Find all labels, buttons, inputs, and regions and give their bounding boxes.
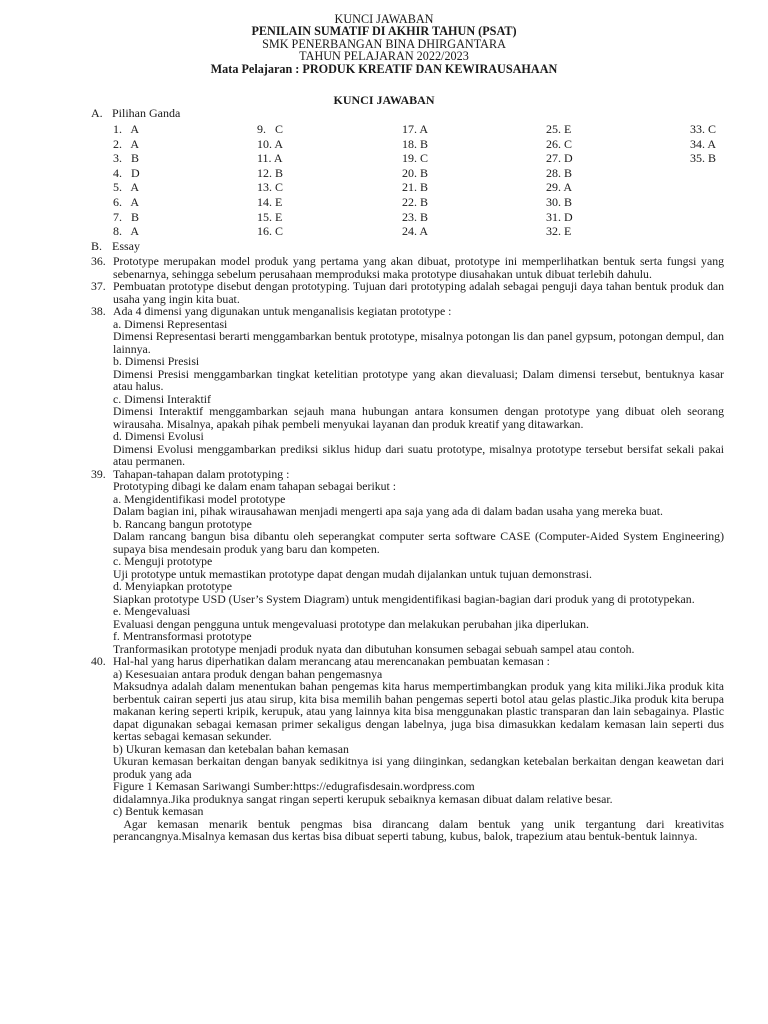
answer-row [0,210,768,225]
sub-text: Maksudnya adalah dalam menentukan bahan pengemas kita harus mempertimbangkan produk yang kita miliki.Jika produk kita berbentuk cairan seperti jus atau sirup, kita bisa memilih bahan pengemas seperti botol atau gelas plastic.Jika produk kita berupa makanan kering seperti kripik, kerupuk, atau yang lainnya kita bisa menggunakan plastic transparan dan lain sebagainya. Plastic dapat digunakan sebagai kemasan primer sekaligus dengan labelnya, juga bisa dimasukkan kedalam kemasan lain seperti dus kertas sebagai kemasan sekunder. [113,679,724,743]
essay-answers [91,254,727,843]
section-b-heading [91,239,140,254]
answer-item: 18. B [402,136,429,151]
answer-item: 29. A [546,180,573,195]
sub-text: Evaluasi dengan pengguna untuk mengevaluasi prototype dan melakukan perubahan jika diperlukan. [113,616,589,631]
answer-item: 10. A [257,136,284,151]
sub-text: Uji prototype untuk memastikan prototype dapat dengan mudah dijalankan untuk tujuan demonstrasi. [113,566,592,581]
header-school-name: SMK PENERBANGAN BINA DHIRGANTARA [262,36,506,51]
answer-item: 27. D [546,151,573,166]
answer-item: 30. B [546,195,573,209]
essay-text: Pembuatan prototype disebut dengan prototyping. Tujuan dari prototyping adalah sebagai penguji daya tahan bentuk produk dan usaha yang ingin kita buat. [113,279,724,306]
essay-number: 40. [91,654,106,668]
answer-item: 11. A [257,151,283,166]
sub-heading: a) Kesesuaian antara produk dengan bahan pengemasnya [113,666,383,681]
answer-item: 14. E [257,195,283,209]
figure-caption: Figure 1 Kemasan Sariwangi Sumber:https://edugrafisdesain.wordpress.com [113,779,475,793]
sub-text: Siapkan prototype USD (User’s System Diagram) untuk mengidentifikasi bagian-bagian dari produk yang di prototypekan. [113,591,695,606]
sub-heading: f. Mentransformasi prototype [113,629,252,643]
header-exam-name: PENILAIN SUMATIF DI AKHIR TAHUN (PSAT) [251,24,517,39]
sub-heading: c. Dimensi Interaktif [113,391,211,406]
sub-heading: a. Mengidentifikasi model prototype [113,491,286,506]
header-title: KUNCI JAWABAN [334,12,434,26]
section-a-heading [91,106,180,121]
answer-item: 33. C [690,122,717,136]
answer-row [0,122,768,137]
header-school-year: TAHUN PELAJARAN 2022/2023 [299,49,469,64]
section-a-title: Pilihan Ganda [112,106,181,120]
answer-item: 20. B [402,165,429,180]
answer-item: 25. E [546,122,572,136]
sub-heading: c. Menguji prototype [113,554,213,568]
answer-item: 35. B [690,151,717,166]
sub-text: Dimensi Presisi menggambarkan tingkat ketelitian prototype yang akan dievaluasi; Dalam dimensi tersebut, bentuknya kasar atau halus. [113,366,724,393]
answer-item: 9. C [257,122,284,136]
essay-intro: Ada 4 dimensi yang digunakan untuk menganalisis kegiatan prototype : [113,304,452,318]
answer-item: 5. A [113,180,140,195]
answer-item: 7. B [113,209,140,224]
answer-row [0,166,768,181]
answer-item: 21. B [402,180,429,195]
sub-heading: d. Dimensi Evolusi [113,429,204,443]
essay-number: 39. [91,466,106,481]
section-b-letter: B. [91,239,103,253]
sub-text: Agar kemasan menarik bentuk pengmas bisa dirancang dalam bentuk yang unik tergantung dari kreativitas perancangnya.Misalnya kemasan dus kertas bisa dibuat seperti tabung, kubus, balok, trapezium atau bentuk-bentuk lainnya. [113,816,727,843]
sub-text: Dimensi Interaktif menggambarkan sejauh mana hubungan antara konsumen dengan prototype yang dibuat oleh seorang wirausaha. Misalnya, apakah pihak pembeli menyukai layanan dan produk kreatif yang ditawarkan. [113,404,724,431]
essay-number: 36. [91,254,106,268]
sub-heading: d. Menyiapkan prototype [113,579,232,593]
essay-item-38 [91,305,724,468]
sub-heading: b. Dimensi Presisi [113,354,200,368]
answer-item: 8. A [113,224,140,239]
answer-key-title: KUNCI JAWABAN [333,93,435,107]
sub-heading: e. Mengevaluasi [113,604,191,618]
answer-item: 2. A [113,136,140,151]
answer-item: 24. A [402,224,429,239]
sub-text: Tranformasikan prototype menjadi produk nyata dan dibutuhan konsumen sebagai sebuah sampel atau contoh. [113,641,635,656]
essay-intro-2: Prototyping dibagi ke dalam enam tahapan sebagai berikut : [113,479,397,493]
answer-row [0,137,768,152]
sub-text: Ukuran kemasan berkaitan dengan banyak sedikitnya isi yang diinginkan, sedangkan ketebalan berkaitan dengan keawetan dari produk yang ada [113,754,724,781]
sub-text: Dimensi Evolusi menggambarkan prediksi siklus hidup dari suatu prototype, misalnya prototype tersebut bersifat sekali pakai atau permanen. [113,441,724,468]
essay-number: 38. [91,304,106,318]
answer-item: 31. D [546,209,573,224]
answer-item: 23. B [402,209,429,224]
answer-item: 15. E [257,209,283,224]
answer-item: 22. B [402,195,429,209]
sub-text: Dimensi Representasi berarti menggambarkan bentuk prototype, misalnya potongan lis dan panel gypsum, potongan dempul, dan lainnya. [113,329,725,356]
answer-item: 3. B [113,151,140,166]
essay-item-40 [91,654,727,843]
answer-item: 19. C [402,151,429,166]
essay-item-39 [91,468,724,656]
essay-text: Prototype merupakan model produk yang pertama yang akan dibuat, prototype ini memperlihatkan bentuk serta fungsi yang sebenarnya, sehingga sebelum perusahaan memproduksi maka prototype diusahakan untuk dibuat terlebih dahulu. [113,254,724,281]
answer-item: 6. A [113,195,140,209]
sub-heading: a. Dimensi Representasi [113,316,228,331]
answer-item: 1. A [113,122,140,136]
answer-row [0,180,768,195]
sub-heading: b. Rancang bangun prototype [113,516,252,531]
answer-item: 12. B [257,165,284,180]
sub-heading: c) Bentuk kemasan [113,804,204,818]
answer-item: 34. A [690,136,717,151]
essay-number: 37. [91,279,106,293]
sub-text: Dalam rancang bangun bisa dibantu oleh seperangkat computer serta software CASE (Computer-Aided System Engineering) supaya bisa mendesain produk yang baru dan kompeten. [113,529,724,556]
multiple-choice-answers [0,122,768,242]
answer-row [0,195,768,210]
essay-intro: Tahapan-tahapan dalam prototyping : [113,466,290,481]
answer-item: 17. A [402,122,429,136]
answer-item: 4. D [113,165,140,180]
section-b-title: Essay [112,239,140,253]
answer-item: 26. C [546,136,573,151]
sub-text-continued: didalamnya.Jika produknya sangat ringan seperti kerupuk sebaiknya kemasan dibuat dalam relative besar. [113,791,613,806]
essay-item-36 [91,255,724,280]
essay-intro: Hal-hal yang harus diperhatikan dalam merancang atau merencanakan pembuatan kemasan : [113,654,550,668]
answer-item: 28. B [546,165,573,180]
answer-item: 16. C [257,224,284,239]
section-a-letter: A. [91,106,103,120]
answer-row [0,151,768,166]
answer-item: 32. E [546,224,572,239]
header-subject: Mata Pelajaran : PRODUK KREATIF DAN KEWIRAUSAHAAN [210,61,558,76]
answer-item: 13. C [257,180,284,195]
essay-item-37 [91,280,724,305]
sub-text: Dalam bagian ini, pihak wirausahawan menjadi mengerti apa saja yang ada di dalam badan usaha yang mereka buat. [113,504,663,518]
answer-row [0,224,768,239]
sub-heading: b) Ukuran kemasan dan ketebalan bahan kemasan [113,741,349,756]
document-header [0,13,768,75]
